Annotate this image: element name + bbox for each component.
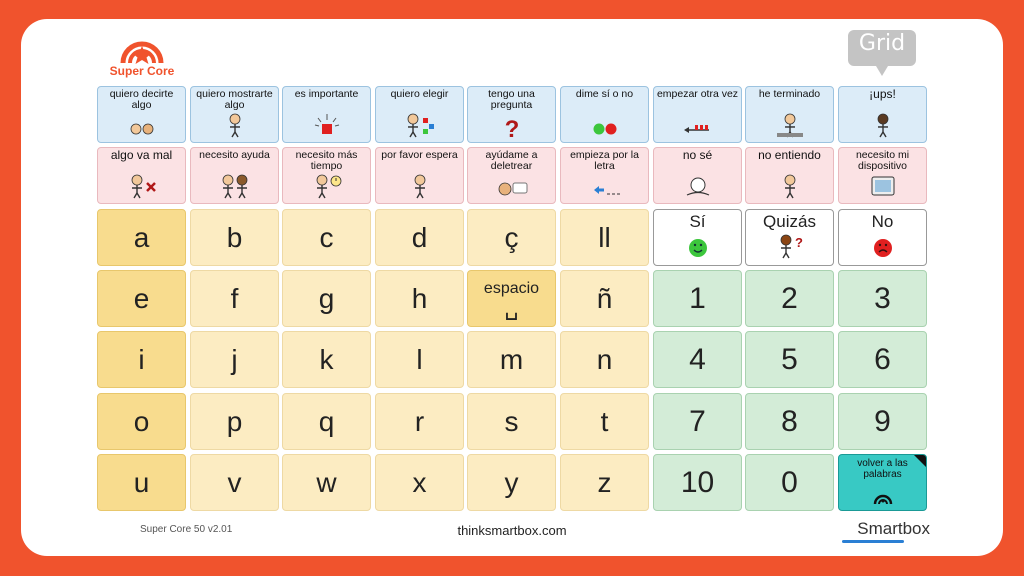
wait-person-icon — [403, 173, 437, 199]
version-label: Super Core 50 v2.01 — [140, 524, 233, 535]
number-key-10[interactable] — [653, 454, 742, 511]
two-faces-icon — [125, 112, 159, 138]
letter-key-9[interactable] — [282, 270, 371, 327]
phrase-symbol — [283, 112, 370, 138]
phrase-button-r2-4[interactable] — [375, 147, 464, 204]
phrase-symbol — [746, 173, 833, 199]
letter-key-16[interactable] — [375, 331, 464, 388]
wrong-person-icon — [125, 173, 159, 199]
letter-key-10[interactable] — [375, 270, 464, 327]
number-label: 10 — [680, 465, 715, 499]
letter-key-5[interactable] — [467, 209, 556, 266]
letter-label: v — [227, 466, 242, 498]
number-label: 4 — [689, 342, 706, 376]
answer-label: No — [871, 212, 894, 231]
back-button-label: volver a las palabras — [857, 458, 908, 480]
phrase-symbol — [376, 112, 463, 138]
letter-key-21[interactable] — [282, 393, 371, 450]
space-label: espacio — [483, 279, 540, 297]
phrase-button-r1-3[interactable] — [282, 86, 371, 143]
corner-fold-icon — [914, 455, 926, 467]
letter-key-28[interactable] — [375, 454, 464, 511]
phrase-button-r1-4[interactable] — [375, 86, 464, 143]
letter-start-icon — [588, 173, 622, 199]
number-key-5[interactable] — [745, 331, 834, 388]
letter-key-22[interactable] — [375, 393, 464, 450]
answer-label: Quizás — [763, 212, 816, 231]
person-showing-icon — [218, 112, 252, 138]
not-understand-icon — [773, 173, 807, 199]
website-label: thinksmartbox.com — [457, 523, 567, 538]
number-key-2[interactable] — [745, 270, 834, 327]
phrase-symbol — [561, 112, 648, 138]
number-label: 7 — [689, 404, 706, 438]
letter-label: ll — [598, 221, 611, 253]
letter-key-20[interactable] — [190, 393, 279, 450]
letter-key-7[interactable] — [97, 270, 186, 327]
phrase-symbol — [654, 173, 741, 199]
answer-symbol — [654, 233, 741, 259]
letter-label: u — [133, 466, 150, 498]
phrase-symbol — [654, 112, 741, 138]
help-people-icon — [218, 173, 252, 199]
number-key-4[interactable] — [653, 331, 742, 388]
smartbox-brand: Smartbox — [857, 519, 930, 538]
number-label: 3 — [874, 281, 891, 315]
space-symbol: ␣ — [504, 294, 519, 320]
phrase-button-r1-5[interactable] — [467, 86, 556, 143]
letter-key-15[interactable] — [282, 331, 371, 388]
phrase-label: necesito ayuda — [199, 149, 270, 161]
phrase-button-r1-2[interactable] — [190, 86, 279, 143]
letter-key-1[interactable] — [97, 209, 186, 266]
number-key-0[interactable] — [745, 454, 834, 511]
phrase-symbol — [746, 112, 833, 138]
letter-key-12[interactable] — [560, 270, 649, 327]
phrase-button-r2-3[interactable] — [282, 147, 371, 204]
letter-label: s — [504, 405, 519, 437]
phrase-label: necesito más tiempo — [295, 149, 358, 172]
phrase-label: he terminado — [758, 88, 821, 100]
letter-label: n — [596, 343, 613, 375]
phrase-symbol — [191, 112, 278, 138]
green-smiley-icon — [681, 233, 715, 259]
letter-key-14[interactable] — [190, 331, 279, 388]
oops-person-icon — [866, 112, 900, 138]
super-core-icon — [866, 482, 900, 508]
phrase-button-r2-7[interactable] — [653, 147, 742, 204]
phrase-label: necesito mi dispositivo — [855, 149, 910, 172]
phrase-symbol — [468, 112, 555, 138]
svg-text:?: ? — [504, 116, 519, 138]
letter-key-8[interactable] — [190, 270, 279, 327]
number-label: 2 — [781, 281, 798, 315]
svg-text:?: ? — [794, 235, 803, 250]
letter-label: x — [412, 466, 427, 498]
question-mark-icon — [495, 112, 529, 138]
finished-icon — [773, 112, 807, 138]
letter-label: o — [133, 405, 150, 437]
letter-label: g — [318, 282, 335, 314]
phrase-label: quiero mostrarte algo — [196, 88, 273, 111]
letter-key-19[interactable] — [97, 393, 186, 450]
person-choosing-icon — [403, 112, 437, 138]
device-icon — [866, 173, 900, 199]
letter-key-25[interactable] — [97, 454, 186, 511]
phrase-button-r2-8[interactable] — [745, 147, 834, 204]
letter-label: l — [416, 343, 423, 375]
letter-label: b — [226, 221, 243, 253]
phrase-symbol — [839, 173, 926, 199]
number-key-8[interactable] — [745, 393, 834, 450]
number-key-6[interactable] — [838, 331, 927, 388]
letter-label: t — [600, 405, 609, 437]
phrase-button-r1-9[interactable] — [838, 86, 927, 143]
number-key-1[interactable] — [653, 270, 742, 327]
phrase-label: empieza por la letra — [570, 149, 639, 172]
letter-key-24[interactable] — [560, 393, 649, 450]
number-key-9[interactable] — [838, 393, 927, 450]
phrase-button-r1-1[interactable] — [97, 86, 186, 143]
letter-key-23[interactable] — [467, 393, 556, 450]
restart-arrow-icon — [681, 112, 715, 138]
letter-label: w — [316, 466, 337, 498]
number-label: 6 — [874, 342, 891, 376]
letter-key-17[interactable] — [467, 331, 556, 388]
phrase-symbol — [376, 173, 463, 199]
letter-label: c — [319, 221, 334, 253]
phrase-label: por favor espera — [381, 149, 458, 161]
letter-key-2[interactable] — [190, 209, 279, 266]
letter-key-18[interactable] — [560, 331, 649, 388]
phrase-label: no sé — [682, 148, 713, 162]
phrase-button-r2-1[interactable] — [97, 147, 186, 204]
letter-label: m — [499, 343, 524, 375]
letter-key-4[interactable] — [375, 209, 464, 266]
answer-symbol — [839, 233, 926, 259]
grid-logo-text: Grid — [858, 31, 906, 56]
letter-key-6[interactable] — [560, 209, 649, 266]
letter-label: z — [597, 466, 612, 498]
number-label: 0 — [781, 465, 798, 499]
maybe-person-icon — [773, 233, 807, 259]
phrase-button-r2-2[interactable] — [190, 147, 279, 204]
letter-label: k — [319, 343, 334, 375]
number-label: 5 — [781, 342, 798, 376]
phrase-symbol — [283, 173, 370, 199]
phrase-label: tengo una pregunta — [488, 88, 535, 111]
phrase-button-r2-6[interactable] — [560, 147, 649, 204]
letter-key-30[interactable] — [560, 454, 649, 511]
letter-label: i — [138, 343, 145, 375]
phrase-symbol — [191, 173, 278, 199]
phrase-label: no entiendo — [758, 148, 821, 162]
phrase-label: quiero decirte algo — [109, 88, 174, 111]
letter-label: y — [504, 466, 519, 498]
phrase-label: algo va mal — [110, 148, 173, 162]
smartbox-underline — [842, 540, 904, 543]
back-to-words-button[interactable] — [838, 454, 927, 511]
answer-label: Sí — [689, 212, 706, 231]
number-label: 9 — [874, 404, 891, 438]
phrase-button-r1-6[interactable] — [560, 86, 649, 143]
letter-key-29[interactable] — [467, 454, 556, 511]
phrase-symbol — [839, 112, 926, 138]
phrase-button-r2-5[interactable] — [467, 147, 556, 204]
letter-label: a — [133, 221, 150, 253]
phrase-label: ayúdame a deletrear — [485, 149, 538, 172]
letter-label: h — [411, 282, 428, 314]
answer-button-2[interactable] — [745, 209, 834, 266]
phrase-button-r2-9[interactable] — [838, 147, 927, 204]
letter-label: ñ — [596, 282, 613, 314]
red-sad-face-icon — [866, 233, 900, 259]
space-key[interactable] — [467, 270, 556, 327]
phrase-symbol — [98, 112, 185, 138]
answer-symbol — [746, 233, 833, 259]
phrase-label: quiero elegir — [390, 88, 449, 100]
letter-label: q — [318, 405, 335, 437]
number-label: 1 — [689, 281, 706, 315]
letter-label: j — [231, 343, 238, 375]
letter-key-26[interactable] — [190, 454, 279, 511]
spell-icon — [495, 173, 529, 199]
letter-key-13[interactable] — [97, 331, 186, 388]
letter-label: ç — [504, 221, 519, 253]
number-key-7[interactable] — [653, 393, 742, 450]
back-button-symbol — [839, 482, 926, 508]
number-label: 8 — [781, 404, 798, 438]
super-core-logo-text: Super Core — [109, 64, 175, 78]
letter-key-27[interactable] — [282, 454, 371, 511]
letter-label: p — [226, 405, 243, 437]
number-key-3[interactable] — [838, 270, 927, 327]
phrase-label: dime sí o no — [575, 88, 634, 100]
phrase-label: empezar otra vez — [656, 88, 739, 100]
letter-label: r — [414, 405, 425, 437]
phrase-symbol — [468, 173, 555, 199]
letter-label: d — [411, 221, 428, 253]
answer-button-1[interactable] — [653, 209, 742, 266]
letter-label: f — [230, 282, 239, 314]
time-person-icon — [310, 173, 344, 199]
phrase-label: ¡ups! — [869, 87, 896, 101]
letter-label: e — [133, 282, 150, 314]
phrase-symbol — [98, 173, 185, 199]
yes-no-faces-icon — [588, 112, 622, 138]
phrase-button-r1-8[interactable] — [745, 86, 834, 143]
dont-know-icon — [681, 173, 715, 199]
answer-button-3[interactable] — [838, 209, 927, 266]
phrase-label: es importante — [294, 88, 359, 100]
phrase-button-r1-7[interactable] — [653, 86, 742, 143]
important-icon — [310, 112, 344, 138]
phrase-symbol — [561, 173, 648, 199]
letter-key-3[interactable] — [282, 209, 371, 266]
